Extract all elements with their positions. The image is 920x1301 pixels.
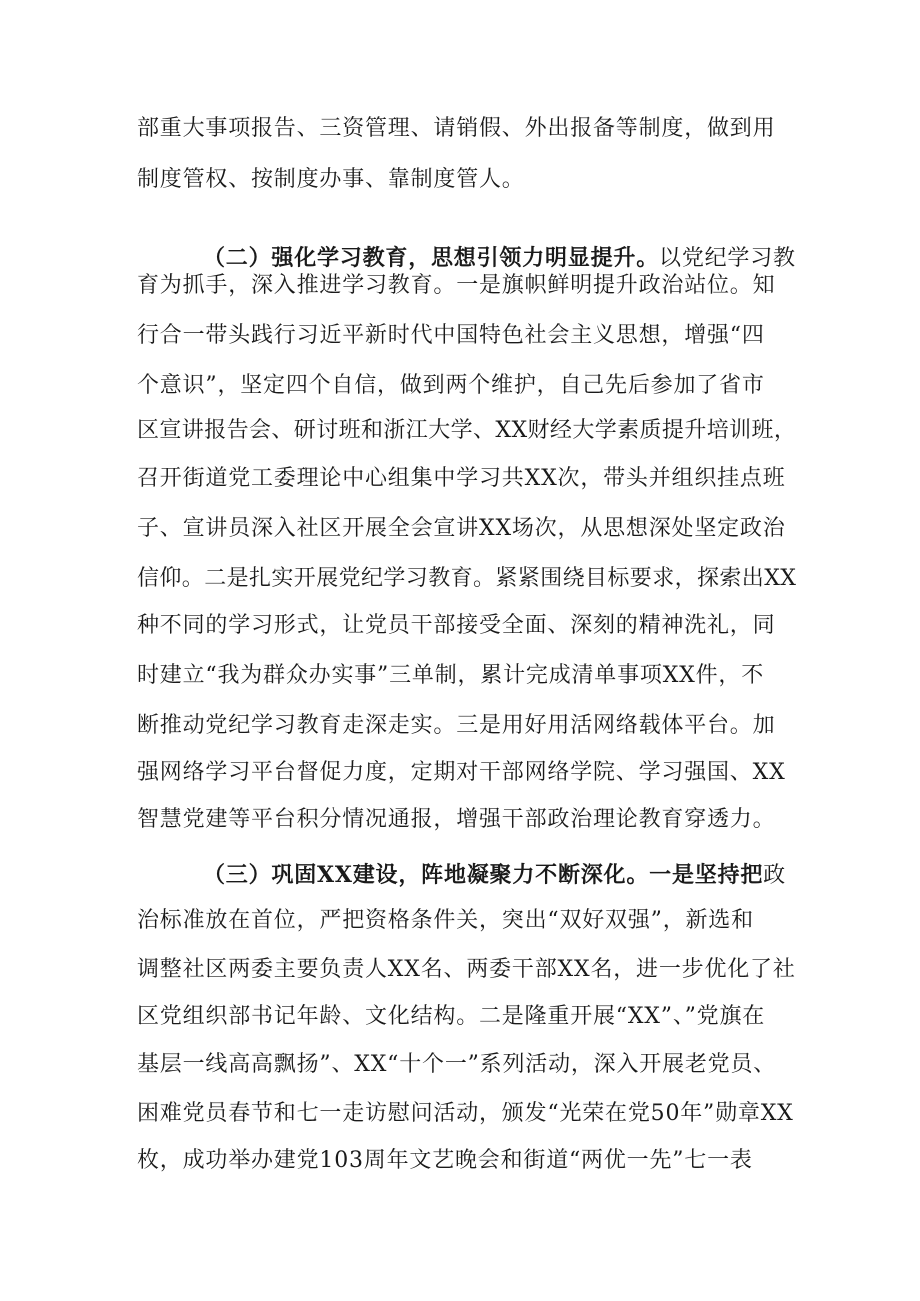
paragraph-line: 断推动党纪学习教育走深走实。三是用好用活网络载体平台。加 <box>137 713 776 738</box>
paragraph-line: 基层一线高高飘扬”、XX“十个一”系列活动，深入开展老党员、 <box>137 1052 777 1077</box>
paragraph-line: 子、宣讲员深入社区开展全会宣讲XX场次，从思想深处坚定政治 <box>137 516 786 541</box>
paragraph-line: 调整社区两委主要负责人XX名、两委干部XX名，进一步优化了社 <box>137 957 796 982</box>
paragraph-line: 召开街道党工委理论中心组集中学习共XX次，带头并组织挂点班 <box>137 466 786 491</box>
paragraph-line: 困难党员春节和七一走访慰问活动，颁发“光荣在党50年”勋章XX <box>137 1101 794 1126</box>
section-3-heading: （三）巩固XX建设，阵地凝聚力不断深化。一是坚持把 <box>203 862 764 888</box>
paragraph-line: 育为抓手，深入推进学习教育。一是旗帜鲜明提升政治站位。知 <box>137 273 776 298</box>
paragraph-line: 强网络学习平台督促力度，定期对干部网络学院、学习强国、XX <box>137 760 786 785</box>
paragraph-line: 智慧党建等平台积分情况通报，增强干部政治理论教育穿透力。 <box>137 807 776 832</box>
paragraph-line: 治标准放在首位，严把资格条件关，突出“双好双强”，新选和 <box>137 908 754 933</box>
section-2-text: 以党纪学习教 <box>659 246 796 271</box>
paragraph-line: 时建立“我为群众办实事”三单制，累计完成清单事项XX件，不 <box>137 663 765 688</box>
paragraph-line: 部重大事项报告、三资管理、请销假、外出报备等制度，做到用 <box>137 116 776 141</box>
section-2-heading: （二）强化学习教育，思想引领力明显提升。 <box>203 245 660 271</box>
section-3-text: 政 <box>763 863 786 888</box>
section-3-first-line <box>203 855 786 895</box>
paragraph-line: 行合一带头践行习近平新时代中国特色社会主义思想，增强“四 <box>137 323 765 348</box>
paragraph-line: 种不同的学习形式，让党员干部接受全面、深刻的精神洗礼，同 <box>137 613 776 638</box>
paragraph-line: 个意识”，坚定四个自信，做到两个维护，自己先后参加了省市 <box>137 373 765 398</box>
paragraph-line: 信仰。二是扎实开展党纪学习教育。紧紧围绕目标要求，探索出XX <box>137 566 797 591</box>
paragraph-line: 枚，成功举办建党103周年文艺晚会和街道“两优一先”七一表 <box>137 1148 753 1173</box>
paragraph-line: 制度管权、按制度办事、靠制度管人。 <box>137 167 525 192</box>
paragraph-line: 区党组织部书记年龄、文化结构。二是隆重开展“XX”、”党旗在 <box>137 1004 766 1029</box>
paragraph-line: 区宣讲报告会、研讨班和浙江大学、XX财经大学素质提升培训班， <box>137 418 797 443</box>
